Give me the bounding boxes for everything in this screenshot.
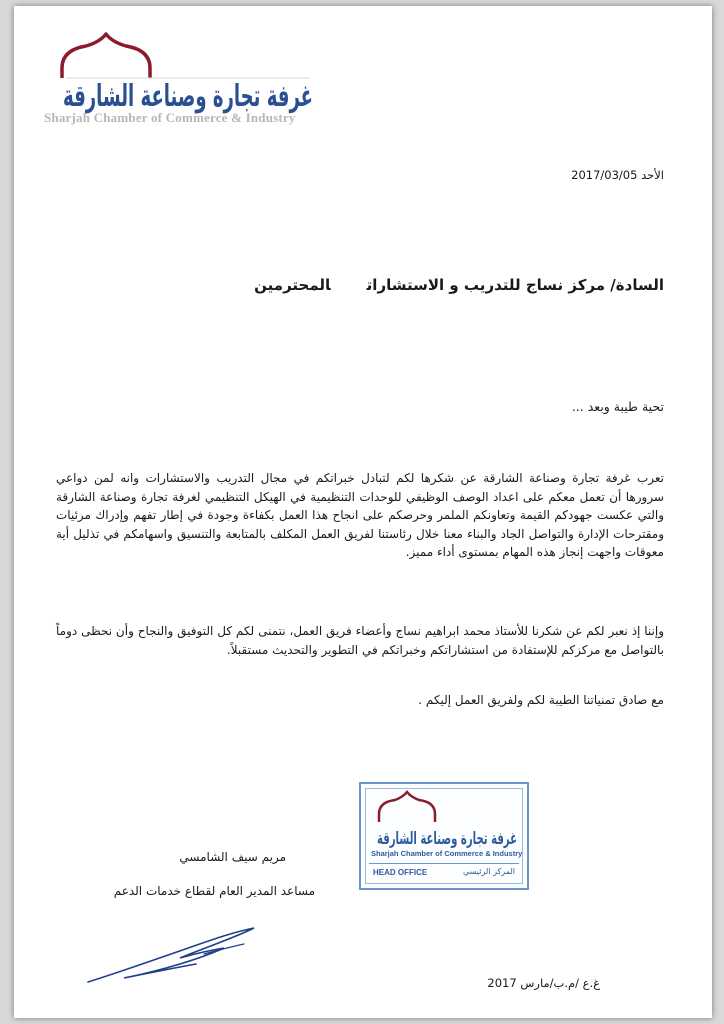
letter-date: الأحد 2017/03/05 [571, 168, 664, 182]
recipient-line [254, 276, 664, 294]
stamp-head-office: HEAD OFFICE [373, 868, 428, 877]
greeting: تحية طيبة وبعد ... [571, 399, 664, 414]
letter-page [14, 6, 712, 1018]
stamp-arabic-name: غرفة تجارة وصناعة الشارقة [377, 829, 517, 849]
reference-number: غ.ع /م.ب/مارس 2017 [487, 976, 600, 990]
handwritten-signature [84, 924, 274, 986]
stamp-logo-icon [369, 792, 519, 850]
body-paragraph-1: تعرب غرفة تجارة وصناعة الشارقة عن شكرها لكم لتبادل خبراتكم في مجال التدريب والاستشارات وانه لمن دواعي سرورها أن تعمل معكم على اعداد الوصف الوظيفي للوحدات التنظيمية في الهيكل التنظيمي لغرفة تجارة وصناعة الشارقة والتي عكست جهودكم القيمة وتعاونكم الملمر وحرصكم على انجاح هذا العمل بكفاءة وجودة في إطار تفهم وإدراك مرئيات ومقترحات الإدارة والتواصل الجاد والبناء معنا خلال رئاستنا لفريق العمل المكلف بالمتابعة والتنسيق واسهامكم في تذليل أية معوقات واجهت إنجاز هذه المهام بمستوى أداء مميز. [56, 471, 664, 559]
stamp-english-name: Sharjah Chamber of Commerce & Industry [371, 849, 523, 858]
signatory-name: مريم سيف الشامسي [179, 850, 286, 864]
signatory-title: مساعد المدير العام لقطاع خدمات الدعم [113, 884, 315, 898]
logo-arabic-name: غرفة تجارة وصناعة الشارقة [63, 79, 313, 114]
logo-english-name: Sharjah Chamber of Commerce & Industry [44, 110, 296, 125]
stamp-head-office-arabic: المركز الرئيسي [463, 867, 515, 876]
official-stamp [359, 782, 529, 890]
recipient-name: السادة/ مركز نساج للتدريب و الاستشارات [366, 276, 664, 294]
logo-dome-icon [42, 34, 322, 114]
body-paragraph-3: مع صادق تمنياتنا الطيبة لكم ولفريق العمل إليكم . [418, 693, 664, 707]
body-paragraph-2: وإننا إذ نعبر لكم عن شكرنا للأستاذ محمد ابراهيم نساج وأعضاء فريق العمل، نتمنى لكم كل التوفيق والنجاح وأن نحظى دوماً بالتواصل مع مركزكم للإستفادة من استشاراتكم وخبراتكم في التطوير والتحديث مستقبلاً. [56, 624, 664, 657]
recipient-honorific: المحترمين [254, 276, 331, 294]
